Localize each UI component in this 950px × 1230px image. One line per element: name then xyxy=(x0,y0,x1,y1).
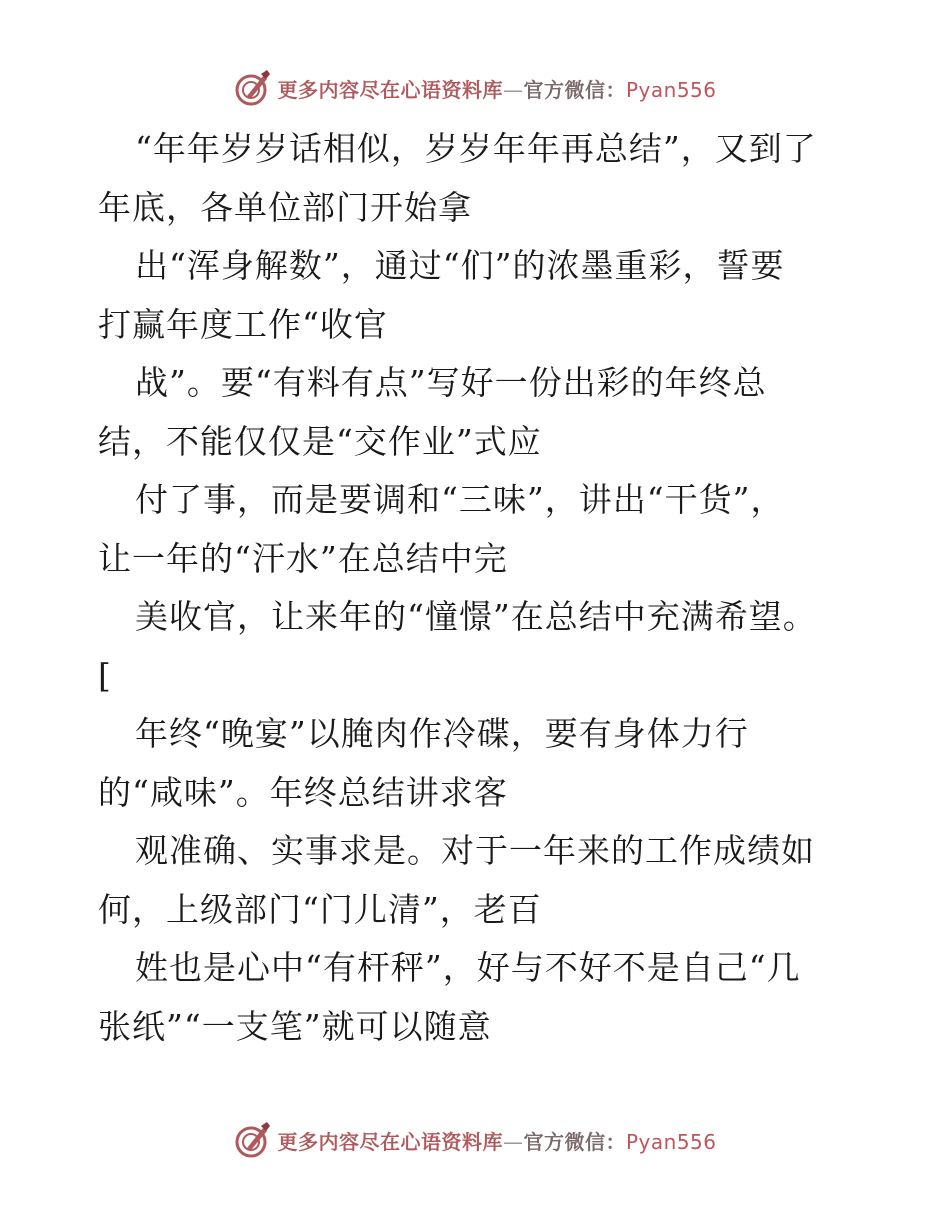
text-line: 何，上级部门“门儿清”，老百 xyxy=(98,889,542,929)
watermark-text: 更多内容尽在心语资料库—官方微信：Pyan556 xyxy=(277,77,717,102)
text-line: 付了事，而是要调和“三味”，讲出“干货”， xyxy=(135,480,785,519)
text-line: 的“咸味”。年终总结讲求客 xyxy=(98,772,508,812)
text-line: [ xyxy=(98,655,112,695)
text-line: 姓也是心中“有杆秤”，好与不好不是自己“几 xyxy=(135,948,801,987)
header-watermark-banner xyxy=(0,66,950,110)
text-line: 年底，各单位部门开始拿 xyxy=(98,187,472,227)
text-line: 美收官，让来年的“憧憬”在总结中充满希望。 xyxy=(135,597,817,636)
text-line: 张纸”“一支笔”就可以随意 xyxy=(98,1006,492,1046)
footer-watermark-banner xyxy=(0,1118,950,1162)
pen-logo-icon xyxy=(233,68,273,108)
pen-logo-icon xyxy=(233,1120,273,1160)
text-line: 让一年的“汗水”在总结中完 xyxy=(98,538,508,578)
text-line: 出“浑身解数”，通过“们”的浓墨重彩，誓要 xyxy=(135,246,785,285)
text-line: 结，不能仅仅是“交作业”式应 xyxy=(98,421,542,461)
text-line: 战”。要“有料有点”写好一份出彩的年终总 xyxy=(135,363,767,402)
text-line: 观准确、实事求是。对于一年来的工作成绩如 xyxy=(135,831,815,870)
text-line: “年年岁岁话相似，岁岁年年再总结”，又到了 xyxy=(135,129,817,168)
watermark-text: 更多内容尽在心语资料库—官方微信：Pyan556 xyxy=(277,1129,717,1154)
text-line: 打赢年度工作“收官 xyxy=(98,304,388,344)
document-body xyxy=(98,120,858,1056)
text-line: 年终“晚宴”以腌肉作冷碟，要有身体力行 xyxy=(135,714,749,753)
